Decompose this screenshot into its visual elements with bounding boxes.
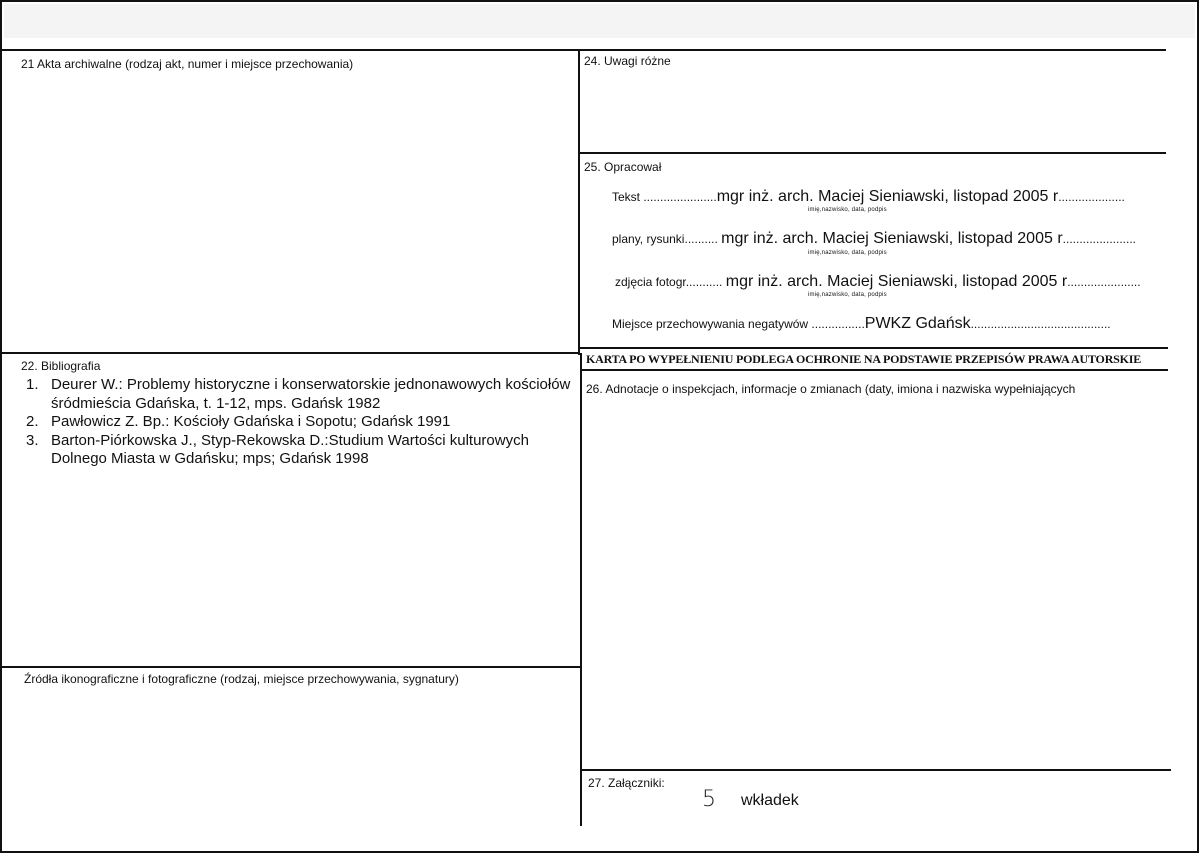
bibliography-item-text: Barton-Piórkowska J., Styp-Rekowska D.:Studium Wartości kulturowych Dolnego Miasta w Gdańsku; mps; Gdańsk 1998 [51, 431, 529, 467]
credit-value: mgr inż. arch. Maciej Sieniawski, listopad 2005 r [716, 188, 1059, 205]
attachments-count-handwritten: 5 [702, 787, 716, 812]
credit-hint: imię,nazwisko, data, podpis [808, 292, 887, 298]
dotted-leader: ........... [685, 275, 726, 289]
negatives-field-label: Miejsce przechowywania negatywów [612, 317, 809, 331]
remarks-label: 24. Uwagi różne [584, 54, 671, 68]
rule-notice-bottom [580, 369, 1168, 371]
bibliography-item-number: 2. [26, 413, 39, 430]
credit-row-photos [615, 273, 1141, 291]
bibliography-item [26, 432, 574, 469]
credit-row-drawings [612, 230, 1136, 248]
dotted-leader: .......... [684, 232, 722, 246]
bibliography-item [26, 413, 574, 432]
credit-field-label: Tekst [612, 190, 641, 204]
scan-top-band [4, 4, 1195, 38]
prepared-by-label: 25. Opracował [584, 160, 662, 174]
rule-notice-top [580, 347, 1168, 349]
credit-hint: imię,nazwisko, data, podpis [808, 250, 887, 256]
iconographic-sources-label: Źródła ikonograficzne i fotograficzne (rodzaj, miejsce przechowywania, sygnatury) [24, 672, 459, 686]
attachments-label: 27. Załączniki: [588, 776, 665, 790]
negatives-row [612, 315, 1111, 333]
negatives-value: PWKZ Gdańsk [864, 315, 971, 332]
top-rule [2, 49, 1166, 51]
rule-remarks-bottom [580, 152, 1166, 154]
credit-field-label: plany, rysunki [612, 232, 685, 246]
copyright-notice: KARTA PO WYPEŁNIENIU PODLEGA OCHRONIE NA PODSTAWIE PRZEPISÓW PRAWA AUTORSKIE [586, 352, 1142, 366]
archival-acts-label: 21 Akta archiwalne (rodzaj akt, numer i miejsce przechowania) [21, 57, 354, 71]
bibliography-label: 22. Bibliografia [21, 359, 101, 373]
center-divider [578, 49, 580, 355]
rule-archival-bottom [2, 352, 580, 354]
credit-value: mgr inż. arch. Maciej Sieniawski, listopad 2005 r [721, 230, 1063, 247]
center-divider-lower [580, 353, 582, 826]
credit-hint: imię,nazwisko, data, podpis [808, 207, 887, 213]
credit-value: mgr inż. arch. Maciej Sieniawski, listopad 2005 r [725, 273, 1068, 290]
bibliography-item-number: 1. [26, 376, 39, 393]
bibliography-list [26, 376, 574, 469]
bibliography-item [26, 376, 574, 413]
bibliography-item-text: Deurer W.: Problemy historyczne i konserwatorskie jednonawowych kościołów śródmieścia Gdańska, t. 1-12, mps. Gdańsk 1982 [51, 376, 571, 412]
dotted-leader: ................ [808, 317, 865, 331]
credit-row-text [612, 188, 1125, 206]
attachments-unit: wkładek [741, 792, 799, 809]
credit-field-label: zdjęcia fotogr [615, 275, 686, 289]
bibliography-item-number: 3. [26, 431, 39, 449]
dotted-leader: ...................... [1062, 232, 1137, 246]
dotted-leader: .......................................... [970, 317, 1111, 331]
dotted-leader: ...................... [1067, 275, 1141, 289]
rule-attachments-top [582, 769, 1171, 771]
bibliography-item-text: Pawłowicz Z. Bp.: Kościoły Gdańska i Sopotu; Gdańsk 1991 [51, 413, 451, 430]
dotted-leader: ...................... [640, 190, 717, 204]
dotted-leader: .................... [1058, 190, 1125, 204]
rule-bibliography-bottom [2, 666, 582, 668]
inspection-notes-label: 26. Adnotacje o inspekcjach, informacje o zmianach (daty, imiona i nazwiska wypełniających [586, 382, 1076, 396]
